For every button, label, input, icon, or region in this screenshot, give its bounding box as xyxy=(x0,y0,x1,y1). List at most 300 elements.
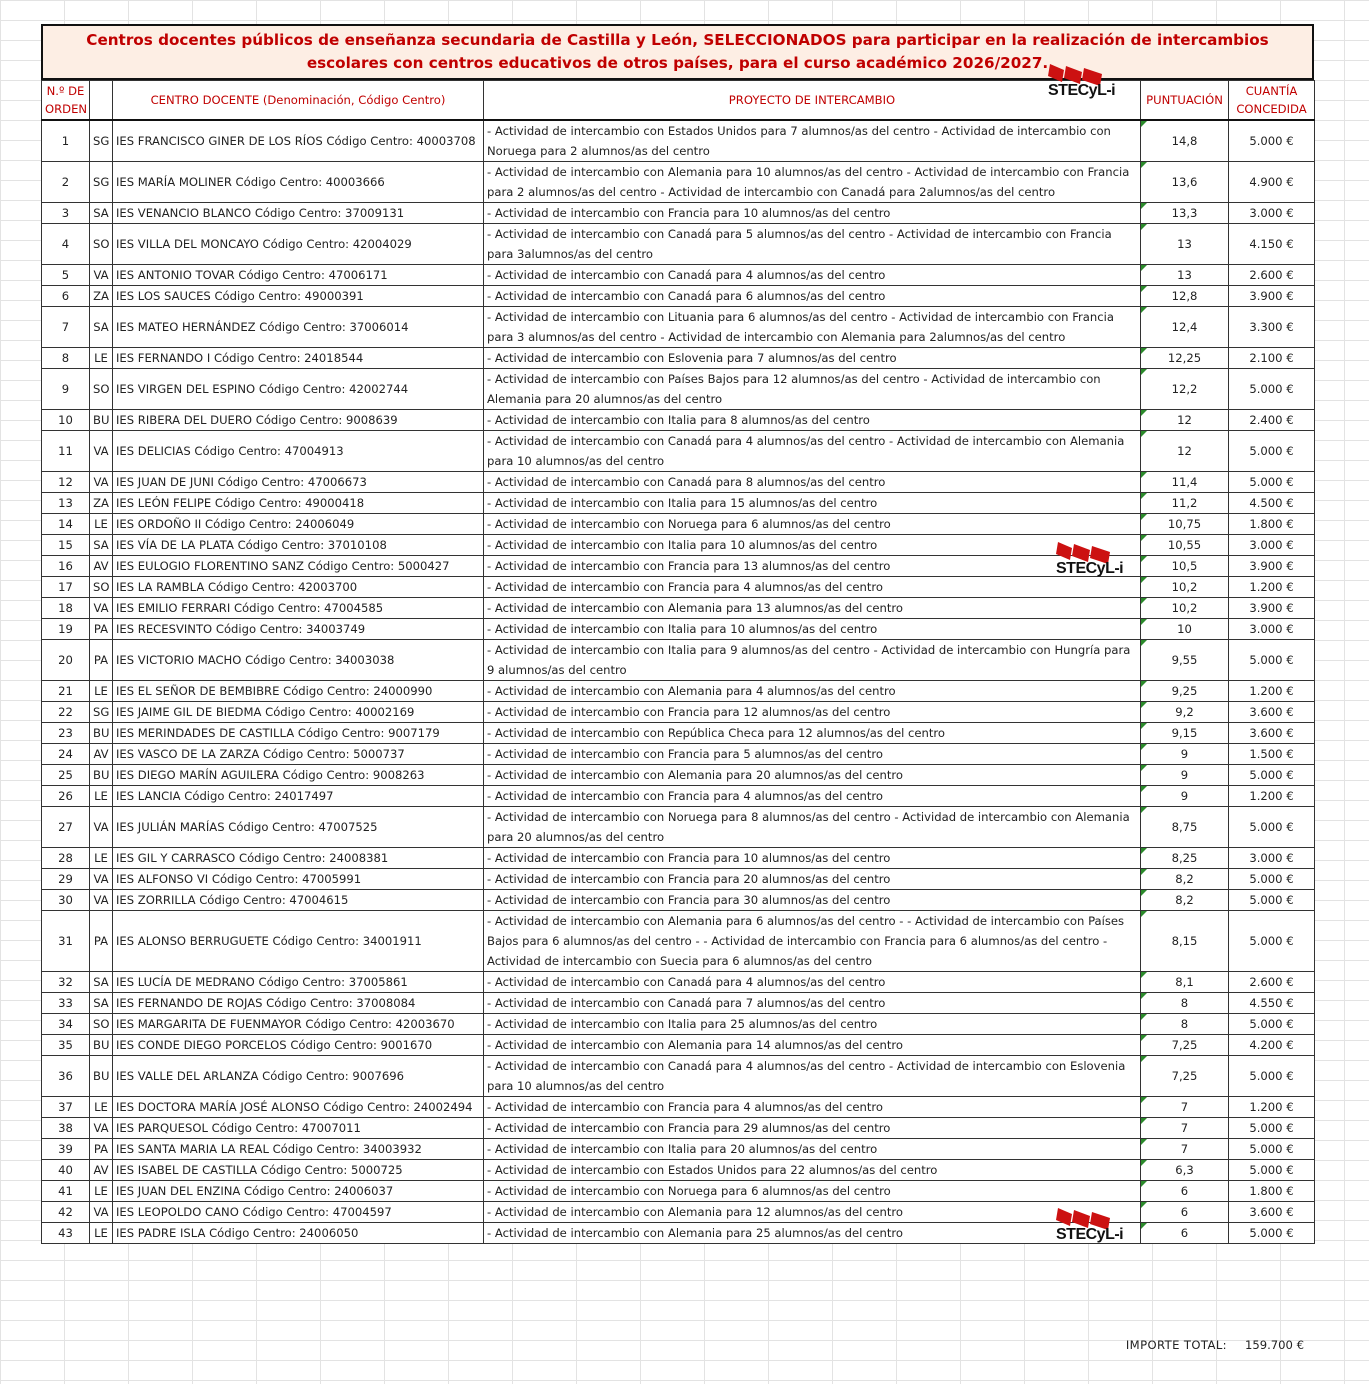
project-cell[interactable]: - Actividad de intercambio con Alemania para 14 alumnos/as del centro xyxy=(484,1035,1141,1056)
order-number-cell[interactable]: 2 xyxy=(42,162,90,203)
province-cell[interactable]: ZA xyxy=(90,286,113,307)
province-cell[interactable]: VA xyxy=(90,472,113,493)
project-cell[interactable]: - Actividad de intercambio con Francia para 20 alumnos/as del centro xyxy=(484,869,1141,890)
order-number-cell[interactable]: 39 xyxy=(42,1139,90,1160)
amount-cell[interactable]: 3.900 € xyxy=(1229,556,1315,577)
province-cell[interactable]: SA xyxy=(90,307,113,348)
center-name-cell[interactable]: IES PADRE ISLA Código Centro: 24006050 xyxy=(113,1223,484,1244)
selected-centers-table xyxy=(41,80,1315,1244)
order-number-cell[interactable]: 19 xyxy=(42,619,90,640)
province-cell[interactable]: SO xyxy=(90,1014,113,1035)
score-cell[interactable]: 9 xyxy=(1141,765,1229,786)
province-cell[interactable]: BU xyxy=(90,1035,113,1056)
order-number-cell[interactable]: 34 xyxy=(42,1014,90,1035)
stecyl-logo xyxy=(1046,62,1116,100)
order-number-cell[interactable]: 25 xyxy=(42,765,90,786)
table-row xyxy=(42,514,1315,535)
center-name-cell[interactable]: IES EULOGIO FLORENTINO SANZ Código Centro: 5000427 xyxy=(113,556,484,577)
project-cell[interactable]: - Actividad de intercambio con Alemania para 6 alumnos/as del centro - - Actividad de intercambio con Países Bajos para 6 alumnos/as del centro - - Actividad de intercambio con Francia para 6 alumnos/as del centro - Actividad de intercambio con Suecia para 6 alumnos/as del centro xyxy=(484,911,1141,972)
table-row xyxy=(42,120,1315,162)
table-row xyxy=(42,1097,1315,1118)
center-name-cell[interactable]: IES LUCÍA DE MEDRANO Código Centro: 37005861 xyxy=(113,972,484,993)
province-cell[interactable]: SA xyxy=(90,535,113,556)
score-cell[interactable]: 9,2 xyxy=(1141,702,1229,723)
total-value[interactable]: 159.700 € xyxy=(1244,1338,1304,1352)
project-cell[interactable]: - Actividad de intercambio con Eslovenia para 7 alumnos/as del centro xyxy=(484,348,1141,369)
score-cell[interactable]: 14,8 xyxy=(1141,120,1229,162)
project-cell[interactable]: - Actividad de intercambio con Noruega para 6 alumnos/as del centro xyxy=(484,1181,1141,1202)
province-cell[interactable]: PA xyxy=(90,1139,113,1160)
province-cell[interactable]: VA xyxy=(90,807,113,848)
amount-cell[interactable]: 5.000 € xyxy=(1229,1014,1315,1035)
project-cell[interactable]: - Actividad de intercambio con Francia para 10 alumnos/as del centro xyxy=(484,848,1141,869)
amount-cell[interactable]: 1.500 € xyxy=(1229,744,1315,765)
project-cell[interactable]: - Actividad de intercambio con Canadá para 4 alumnos/as del centro - Actividad de intercambio con Alemania para 10 alumnos/as del centro xyxy=(484,431,1141,472)
order-number-cell[interactable]: 43 xyxy=(42,1223,90,1244)
project-cell[interactable]: - Actividad de intercambio con Francia para 4 alumnos/as del centro xyxy=(484,786,1141,807)
province-cell[interactable]: SG xyxy=(90,702,113,723)
score-cell[interactable]: 9,25 xyxy=(1141,681,1229,702)
table-row xyxy=(42,410,1315,431)
center-name-cell[interactable]: IES ALFONSO VI Código Centro: 47005991 xyxy=(113,869,484,890)
center-name-cell[interactable]: IES FRANCISCO GINER DE LOS RÍOS Código Centro: 40003708 xyxy=(113,120,484,162)
amount-cell[interactable]: 4.200 € xyxy=(1229,1035,1315,1056)
amount-cell[interactable]: 5.000 € xyxy=(1229,472,1315,493)
project-cell[interactable]: - Actividad de intercambio con Italia para 15 alumnos/as del centro xyxy=(484,493,1141,514)
score-cell[interactable]: 8,2 xyxy=(1141,890,1229,911)
table-row xyxy=(42,307,1315,348)
table-row xyxy=(42,702,1315,723)
table-row xyxy=(42,1223,1315,1244)
score-cell[interactable]: 13 xyxy=(1141,265,1229,286)
amount-cell[interactable]: 3.300 € xyxy=(1229,307,1315,348)
project-cell[interactable]: - Actividad de intercambio con Francia para 12 alumnos/as del centro xyxy=(484,702,1141,723)
score-cell[interactable]: 6 xyxy=(1141,1202,1229,1223)
logo-text: STECyL-i xyxy=(1056,1226,1124,1243)
center-name-cell[interactable]: IES VICTORIO MACHO Código Centro: 34003038 xyxy=(113,640,484,681)
project-cell[interactable]: - Actividad de intercambio con Francia para 13 alumnos/as del centro xyxy=(484,556,1141,577)
score-cell[interactable]: 10,5 xyxy=(1141,556,1229,577)
table-row xyxy=(42,535,1315,556)
order-number-cell[interactable]: 1 xyxy=(42,120,90,162)
table-body xyxy=(42,120,1315,1244)
score-cell[interactable]: 9,55 xyxy=(1141,640,1229,681)
amount-cell[interactable]: 3.000 € xyxy=(1229,619,1315,640)
province-cell[interactable]: LE xyxy=(90,1097,113,1118)
amount-cell[interactable]: 1.800 € xyxy=(1229,514,1315,535)
project-cell[interactable]: - Actividad de intercambio con Estados Unidos para 7 alumnos/as del centro - Actividad de intercambio con Noruega para 2 alumnos/as del centro xyxy=(484,120,1141,162)
center-name-cell[interactable]: IES ANTONIO TOVAR Código Centro: 47006171 xyxy=(113,265,484,286)
center-name-cell[interactable]: IES VASCO DE LA ZARZA Código Centro: 5000737 xyxy=(113,744,484,765)
score-cell[interactable]: 7,25 xyxy=(1141,1056,1229,1097)
project-cell[interactable]: - Actividad de intercambio con Francia para 4 alumnos/as del centro xyxy=(484,577,1141,598)
table-row xyxy=(42,890,1315,911)
province-cell[interactable]: SA xyxy=(90,993,113,1014)
score-cell[interactable]: 10,2 xyxy=(1141,598,1229,619)
project-cell[interactable]: - Actividad de intercambio con Canadá para 4 alumnos/as del centro xyxy=(484,265,1141,286)
score-cell[interactable]: 12,4 xyxy=(1141,307,1229,348)
score-cell[interactable]: 7 xyxy=(1141,1118,1229,1139)
order-number-cell[interactable]: 31 xyxy=(42,911,90,972)
amount-cell[interactable]: 2.100 € xyxy=(1229,348,1315,369)
center-name-cell[interactable]: IES LANCIA Código Centro: 24017497 xyxy=(113,786,484,807)
score-cell[interactable]: 8,75 xyxy=(1141,807,1229,848)
score-cell[interactable]: 8,25 xyxy=(1141,848,1229,869)
center-name-cell[interactable]: IES ISABEL DE CASTILLA Código Centro: 5000725 xyxy=(113,1160,484,1181)
province-cell[interactable]: AV xyxy=(90,1160,113,1181)
amount-cell[interactable]: 5.000 € xyxy=(1229,765,1315,786)
center-name-cell[interactable]: IES ORDOÑO II Código Centro: 24006049 xyxy=(113,514,484,535)
province-cell[interactable]: VA xyxy=(90,265,113,286)
project-cell[interactable]: - Actividad de intercambio con Alemania para 12 alumnos/as del centro xyxy=(484,1202,1141,1223)
order-number-cell[interactable]: 13 xyxy=(42,493,90,514)
order-number-cell[interactable]: 35 xyxy=(42,1035,90,1056)
province-cell[interactable]: ZA xyxy=(90,493,113,514)
center-name-cell[interactable]: IES MATEO HERNÁNDEZ Código Centro: 37006014 xyxy=(113,307,484,348)
total-row xyxy=(1100,1338,1314,1358)
project-cell[interactable]: - Actividad de intercambio con Canadá para 8 alumnos/as del centro xyxy=(484,472,1141,493)
score-cell[interactable]: 9 xyxy=(1141,744,1229,765)
order-number-cell[interactable]: 29 xyxy=(42,869,90,890)
score-cell[interactable]: 7 xyxy=(1141,1097,1229,1118)
score-cell[interactable]: 11,4 xyxy=(1141,472,1229,493)
table-row xyxy=(42,1160,1315,1181)
project-cell[interactable]: - Actividad de intercambio con Francia para 4 alumnos/as del centro xyxy=(484,1097,1141,1118)
center-name-cell[interactable]: IES FERNANDO DE ROJAS Código Centro: 37008084 xyxy=(113,993,484,1014)
order-number-cell[interactable]: 26 xyxy=(42,786,90,807)
score-cell[interactable]: 7 xyxy=(1141,1139,1229,1160)
project-cell[interactable]: - Actividad de intercambio con Italia para 10 alumnos/as del centro xyxy=(484,619,1141,640)
province-cell[interactable]: LE xyxy=(90,1223,113,1244)
province-cell[interactable]: VA xyxy=(90,1202,113,1223)
project-cell[interactable]: - Actividad de intercambio con Alemania para 25 alumnos/as del centro xyxy=(484,1223,1141,1244)
score-cell[interactable]: 9 xyxy=(1141,786,1229,807)
order-number-cell[interactable]: 14 xyxy=(42,514,90,535)
center-name-cell[interactable]: IES SANTA MARIA LA REAL Código Centro: 34003932 xyxy=(113,1139,484,1160)
amount-cell[interactable]: 5.000 € xyxy=(1229,120,1315,162)
province-cell[interactable]: VA xyxy=(90,869,113,890)
amount-cell[interactable]: 5.000 € xyxy=(1229,1223,1315,1244)
project-cell[interactable]: - Actividad de intercambio con Francia para 10 alumnos/as del centro xyxy=(484,203,1141,224)
province-cell[interactable]: LE xyxy=(90,681,113,702)
order-number-cell[interactable]: 37 xyxy=(42,1097,90,1118)
score-cell[interactable]: 8,2 xyxy=(1141,869,1229,890)
amount-cell[interactable]: 2.600 € xyxy=(1229,972,1315,993)
order-number-cell[interactable]: 7 xyxy=(42,307,90,348)
order-number-cell[interactable]: 15 xyxy=(42,535,90,556)
center-name-cell[interactable]: IES GIL Y CARRASCO Código Centro: 24008381 xyxy=(113,848,484,869)
project-cell[interactable]: - Actividad de intercambio con Lituania para 6 alumnos/as del centro - Actividad de intercambio con Francia para 3 alumnos/as del centro - Actividad de intercambio con Alemania para 2alumnos/as del centro xyxy=(484,307,1141,348)
order-number-cell[interactable]: 41 xyxy=(42,1181,90,1202)
center-name-cell[interactable]: IES JUAN DE JUNI Código Centro: 47006673 xyxy=(113,472,484,493)
score-cell[interactable]: 12,8 xyxy=(1141,286,1229,307)
province-cell[interactable]: LE xyxy=(90,514,113,535)
project-cell[interactable]: - Actividad de intercambio con Canadá para 5 alumnos/as del centro - Actividad de intercambio con Francia para 3alumnos/as del centro xyxy=(484,224,1141,265)
project-cell[interactable]: - Actividad de intercambio con Alemania para 13 alumnos/as del centro xyxy=(484,598,1141,619)
order-number-cell[interactable]: 21 xyxy=(42,681,90,702)
project-cell[interactable]: - Actividad de intercambio con Alemania para 20 alumnos/as del centro xyxy=(484,765,1141,786)
amount-cell[interactable]: 3.000 € xyxy=(1229,535,1315,556)
center-name-cell[interactable]: IES LEÓN FELIPE Código Centro: 49000418 xyxy=(113,493,484,514)
amount-cell[interactable]: 1.800 € xyxy=(1229,1181,1315,1202)
order-number-cell[interactable]: 38 xyxy=(42,1118,90,1139)
center-name-cell[interactable]: IES VALLE DEL ARLANZA Código Centro: 9007696 xyxy=(113,1056,484,1097)
province-cell[interactable]: LE xyxy=(90,1181,113,1202)
province-cell[interactable]: PA xyxy=(90,911,113,972)
project-cell[interactable]: - Actividad de intercambio con Estados Unidos para 22 alumnos/as del centro xyxy=(484,1160,1141,1181)
province-cell[interactable]: LE xyxy=(90,848,113,869)
project-cell[interactable]: - Actividad de intercambio con Canadá para 7 alumnos/as del centro xyxy=(484,993,1141,1014)
province-cell[interactable]: BU xyxy=(90,765,113,786)
center-name-cell[interactable]: IES VILLA DEL MONCAYO Código Centro: 42004029 xyxy=(113,224,484,265)
project-cell[interactable]: - Actividad de intercambio con Italia para 20 alumnos/as del centro xyxy=(484,1139,1141,1160)
score-cell[interactable]: 10,75 xyxy=(1141,514,1229,535)
table-row xyxy=(42,162,1315,203)
province-cell[interactable]: SA xyxy=(90,972,113,993)
header-project[interactable]: PROYECTO DE INTERCAMBIO xyxy=(484,81,1141,121)
score-cell[interactable]: 6 xyxy=(1141,1223,1229,1244)
center-name-cell[interactable]: IES MERINDADES DE CASTILLA Código Centro: 9007179 xyxy=(113,723,484,744)
province-cell[interactable]: PA xyxy=(90,640,113,681)
score-cell[interactable]: 6,3 xyxy=(1141,1160,1229,1181)
amount-cell[interactable]: 2.400 € xyxy=(1229,410,1315,431)
order-number-cell[interactable]: 32 xyxy=(42,972,90,993)
province-cell[interactable]: SG xyxy=(90,162,113,203)
table-row xyxy=(42,619,1315,640)
center-name-cell[interactable]: IES ALONSO BERRUGUETE Código Centro: 34001911 xyxy=(113,911,484,972)
center-name-cell[interactable]: IES ZORRILLA Código Centro: 47004615 xyxy=(113,890,484,911)
project-cell[interactable]: - Actividad de intercambio con Alemania para 4 alumnos/as del centro xyxy=(484,681,1141,702)
project-cell[interactable]: - Actividad de intercambio con Italia para 10 alumnos/as del centro xyxy=(484,535,1141,556)
amount-cell[interactable]: 1.200 € xyxy=(1229,786,1315,807)
score-cell[interactable]: 10,55 xyxy=(1141,535,1229,556)
order-number-cell[interactable]: 3 xyxy=(42,203,90,224)
amount-cell[interactable]: 1.200 € xyxy=(1229,1097,1315,1118)
center-name-cell[interactable]: IES DELICIAS Código Centro: 47004913 xyxy=(113,431,484,472)
amount-cell[interactable]: 3.600 € xyxy=(1229,702,1315,723)
center-name-cell[interactable]: IES CONDE DIEGO PORCELOS Código Centro: 9001670 xyxy=(113,1035,484,1056)
project-cell[interactable]: - Actividad de intercambio con Países Bajos para 12 alumnos/as del centro - Actividad de intercambio con Alemania para 20 alumnos/as del centro xyxy=(484,369,1141,410)
project-cell[interactable]: - Actividad de intercambio con Noruega para 8 alumnos/as del centro - Actividad de intercambio con Alemania para 20 alumnos/as del centro xyxy=(484,807,1141,848)
center-name-cell[interactable]: IES FERNANDO I Código Centro: 24018544 xyxy=(113,348,484,369)
order-number-cell[interactable]: 10 xyxy=(42,410,90,431)
amount-cell[interactable]: 3.000 € xyxy=(1229,848,1315,869)
project-cell[interactable]: - Actividad de intercambio con Canadá para 4 alumnos/as del centro - Actividad de intercambio con Eslovenia para 10 alumnos/as del centro xyxy=(484,1056,1141,1097)
center-name-cell[interactable]: IES EMILIO FERRARI Código Centro: 47004585 xyxy=(113,598,484,619)
order-number-cell[interactable]: 27 xyxy=(42,807,90,848)
order-number-cell[interactable]: 17 xyxy=(42,577,90,598)
center-name-cell[interactable]: IES MARÍA MOLINER Código Centro: 40003666 xyxy=(113,162,484,203)
table-row xyxy=(42,224,1315,265)
amount-cell[interactable]: 4.550 € xyxy=(1229,993,1315,1014)
table-row xyxy=(42,869,1315,890)
score-cell[interactable]: 8 xyxy=(1141,1014,1229,1035)
center-name-cell[interactable]: IES RECESVINTO Código Centro: 34003749 xyxy=(113,619,484,640)
header-amount[interactable]: CUANTÍA CONCEDIDA xyxy=(1229,81,1315,121)
amount-cell[interactable]: 2.600 € xyxy=(1229,265,1315,286)
project-cell[interactable]: - Actividad de intercambio con Italia para 8 alumnos/as del centro xyxy=(484,410,1141,431)
project-cell[interactable]: - Actividad de intercambio con República Checa para 12 alumnos/as del centro xyxy=(484,723,1141,744)
order-number-cell[interactable]: 8 xyxy=(42,348,90,369)
order-number-cell[interactable]: 12 xyxy=(42,472,90,493)
score-cell[interactable]: 7,25 xyxy=(1141,1035,1229,1056)
center-name-cell[interactable]: IES MARGARITA DE FUENMAYOR Código Centro: 42003670 xyxy=(113,1014,484,1035)
amount-cell[interactable]: 3.600 € xyxy=(1229,1202,1315,1223)
order-number-cell[interactable]: 9 xyxy=(42,369,90,410)
amount-cell[interactable]: 3.600 € xyxy=(1229,723,1315,744)
score-cell[interactable]: 12,2 xyxy=(1141,369,1229,410)
amount-cell[interactable]: 5.000 € xyxy=(1229,1056,1315,1097)
order-number-cell[interactable]: 24 xyxy=(42,744,90,765)
order-number-cell[interactable]: 5 xyxy=(42,265,90,286)
amount-cell[interactable]: 5.000 € xyxy=(1229,869,1315,890)
province-cell[interactable]: PA xyxy=(90,619,113,640)
stecyl-logo xyxy=(1054,540,1124,578)
center-name-cell[interactable]: IES LOS SAUCES Código Centro: 49000391 xyxy=(113,286,484,307)
province-cell[interactable]: BU xyxy=(90,1056,113,1097)
province-cell[interactable]: SO xyxy=(90,577,113,598)
order-number-cell[interactable]: 42 xyxy=(42,1202,90,1223)
province-cell[interactable]: LE xyxy=(90,348,113,369)
amount-cell[interactable]: 4.500 € xyxy=(1229,493,1315,514)
project-cell[interactable]: - Actividad de intercambio con Canadá para 6 alumnos/as del centro xyxy=(484,286,1141,307)
order-number-cell[interactable]: 6 xyxy=(42,286,90,307)
province-cell[interactable]: VA xyxy=(90,598,113,619)
province-cell[interactable]: SO xyxy=(90,369,113,410)
table-row xyxy=(42,598,1315,619)
score-cell[interactable]: 13 xyxy=(1141,224,1229,265)
table-row xyxy=(42,640,1315,681)
center-name-cell[interactable]: IES VENANCIO BLANCO Código Centro: 37009131 xyxy=(113,203,484,224)
order-number-cell[interactable]: 33 xyxy=(42,993,90,1014)
score-cell[interactable]: 10 xyxy=(1141,619,1229,640)
order-number-cell[interactable]: 28 xyxy=(42,848,90,869)
center-name-cell[interactable]: IES PARQUESOL Código Centro: 47007011 xyxy=(113,1118,484,1139)
score-cell[interactable]: 9,15 xyxy=(1141,723,1229,744)
center-name-cell[interactable]: IES DOCTORA MARÍA JOSÉ ALONSO Código Centro: 24002494 xyxy=(113,1097,484,1118)
spreadsheet xyxy=(41,24,1314,1244)
center-name-cell[interactable]: IES EL SEÑOR DE BEMBIBRE Código Centro: 24000990 xyxy=(113,681,484,702)
table-row xyxy=(42,681,1315,702)
header-order-number[interactable]: N.º DE ORDEN xyxy=(42,81,90,121)
table-row xyxy=(42,1139,1315,1160)
province-cell[interactable]: VA xyxy=(90,890,113,911)
province-cell[interactable]: SG xyxy=(90,120,113,162)
amount-cell[interactable]: 5.000 € xyxy=(1229,1160,1315,1181)
project-cell[interactable]: - Actividad de intercambio con Italia para 25 alumnos/as del centro xyxy=(484,1014,1141,1035)
amount-cell[interactable]: 5.000 € xyxy=(1229,890,1315,911)
score-cell[interactable]: 13,6 xyxy=(1141,162,1229,203)
document-title: Centros docentes públicos de enseñanza secundaria de Castilla y León, SELECCIONADOS para participar en la realización de intercambios escolares con centros educativos de otros países, para el curso académico 2026/2027. xyxy=(41,24,1314,80)
order-number-cell[interactable]: 11 xyxy=(42,431,90,472)
amount-cell[interactable]: 4.900 € xyxy=(1229,162,1315,203)
center-name-cell[interactable]: IES LA RAMBLA Código Centro: 42003700 xyxy=(113,577,484,598)
score-cell[interactable]: 8 xyxy=(1141,993,1229,1014)
amount-cell[interactable]: 5.000 € xyxy=(1229,369,1315,410)
order-number-cell[interactable]: 22 xyxy=(42,702,90,723)
score-cell[interactable]: 8,15 xyxy=(1141,911,1229,972)
header-center-name[interactable]: CENTRO DOCENTE (Denominación, Código Centro) xyxy=(113,81,484,121)
center-name-cell[interactable]: IES DIEGO MARÍN AGUILERA Código Centro: 9008263 xyxy=(113,765,484,786)
province-cell[interactable]: VA xyxy=(90,431,113,472)
amount-cell[interactable]: 3.000 € xyxy=(1229,203,1315,224)
score-cell[interactable]: 6 xyxy=(1141,1181,1229,1202)
amount-cell[interactable]: 5.000 € xyxy=(1229,1139,1315,1160)
order-number-cell[interactable]: 18 xyxy=(42,598,90,619)
header-score[interactable]: PUNTUACIÓN xyxy=(1141,81,1229,121)
amount-cell[interactable]: 5.000 € xyxy=(1229,911,1315,972)
order-number-cell[interactable]: 23 xyxy=(42,723,90,744)
project-cell[interactable]: - Actividad de intercambio con Francia para 5 alumnos/as del centro xyxy=(484,744,1141,765)
province-cell[interactable]: AV xyxy=(90,744,113,765)
score-cell[interactable]: 12 xyxy=(1141,431,1229,472)
amount-cell[interactable]: 4.150 € xyxy=(1229,224,1315,265)
order-number-cell[interactable]: 30 xyxy=(42,890,90,911)
order-number-cell[interactable]: 16 xyxy=(42,556,90,577)
province-cell[interactable]: LE xyxy=(90,786,113,807)
amount-cell[interactable]: 1.200 € xyxy=(1229,577,1315,598)
table-row xyxy=(42,807,1315,848)
table-row xyxy=(42,1202,1315,1223)
score-cell[interactable]: 8,1 xyxy=(1141,972,1229,993)
total-label[interactable]: IMPORTE TOTAL: xyxy=(1125,1338,1227,1352)
project-cell[interactable]: - Actividad de intercambio con Noruega para 6 alumnos/as del centro xyxy=(484,514,1141,535)
project-cell[interactable]: - Actividad de intercambio con Italia para 9 alumnos/as del centro - Actividad de intercambio con Hungría para 9 alumnos/as del centro xyxy=(484,640,1141,681)
order-number-cell[interactable]: 4 xyxy=(42,224,90,265)
center-name-cell[interactable]: IES VÍA DE LA PLATA Código Centro: 37010108 xyxy=(113,535,484,556)
amount-cell[interactable]: 3.900 € xyxy=(1229,598,1315,619)
score-cell[interactable]: 11,2 xyxy=(1141,493,1229,514)
province-cell[interactable]: SA xyxy=(90,203,113,224)
table-row xyxy=(42,369,1315,410)
amount-cell[interactable]: 5.000 € xyxy=(1229,807,1315,848)
center-name-cell[interactable]: IES RIBERA DEL DUERO Código Centro: 9008639 xyxy=(113,410,484,431)
score-cell[interactable]: 12 xyxy=(1141,410,1229,431)
project-cell[interactable]: - Actividad de intercambio con Canadá para 4 alumnos/as del centro xyxy=(484,972,1141,993)
project-cell[interactable]: - Actividad de intercambio con Francia para 29 alumnos/as del centro xyxy=(484,1118,1141,1139)
header-province[interactable] xyxy=(90,81,113,121)
order-number-cell[interactable]: 20 xyxy=(42,640,90,681)
center-name-cell[interactable]: IES VIRGEN DEL ESPINO Código Centro: 42002744 xyxy=(113,369,484,410)
project-cell[interactable]: - Actividad de intercambio con Alemania para 10 alumnos/as del centro - Actividad de intercambio con Francia para 2 alumnos/as del centro - Actividad de intercambio con Canadá para 2alumnos/as del centro xyxy=(484,162,1141,203)
province-cell[interactable]: BU xyxy=(90,723,113,744)
province-cell[interactable]: SO xyxy=(90,224,113,265)
score-cell[interactable]: 10,2 xyxy=(1141,577,1229,598)
center-name-cell[interactable]: IES JAIME GIL DE BIEDMA Código Centro: 40002169 xyxy=(113,702,484,723)
amount-cell[interactable]: 3.900 € xyxy=(1229,286,1315,307)
province-cell[interactable]: BU xyxy=(90,410,113,431)
province-cell[interactable]: VA xyxy=(90,1118,113,1139)
table-row xyxy=(42,848,1315,869)
center-name-cell[interactable]: IES JULIÁN MARÍAS Código Centro: 47007525 xyxy=(113,807,484,848)
amount-cell[interactable]: 5.000 € xyxy=(1229,1118,1315,1139)
table-row xyxy=(42,765,1315,786)
table-row xyxy=(42,972,1315,993)
province-cell[interactable]: AV xyxy=(90,556,113,577)
center-name-cell[interactable]: IES LEOPOLDO CANO Código Centro: 47004597 xyxy=(113,1202,484,1223)
amount-cell[interactable]: 5.000 € xyxy=(1229,640,1315,681)
score-cell[interactable]: 13,3 xyxy=(1141,203,1229,224)
amount-cell[interactable]: 5.000 € xyxy=(1229,431,1315,472)
center-name-cell[interactable]: IES JUAN DEL ENZINA Código Centro: 24006037 xyxy=(113,1181,484,1202)
project-cell[interactable]: - Actividad de intercambio con Francia para 30 alumnos/as del centro xyxy=(484,890,1141,911)
score-cell[interactable]: 12,25 xyxy=(1141,348,1229,369)
table-row xyxy=(42,1035,1315,1056)
order-number-cell[interactable]: 40 xyxy=(42,1160,90,1181)
order-number-cell[interactable]: 36 xyxy=(42,1056,90,1097)
table-row xyxy=(42,348,1315,369)
amount-cell[interactable]: 1.200 € xyxy=(1229,681,1315,702)
